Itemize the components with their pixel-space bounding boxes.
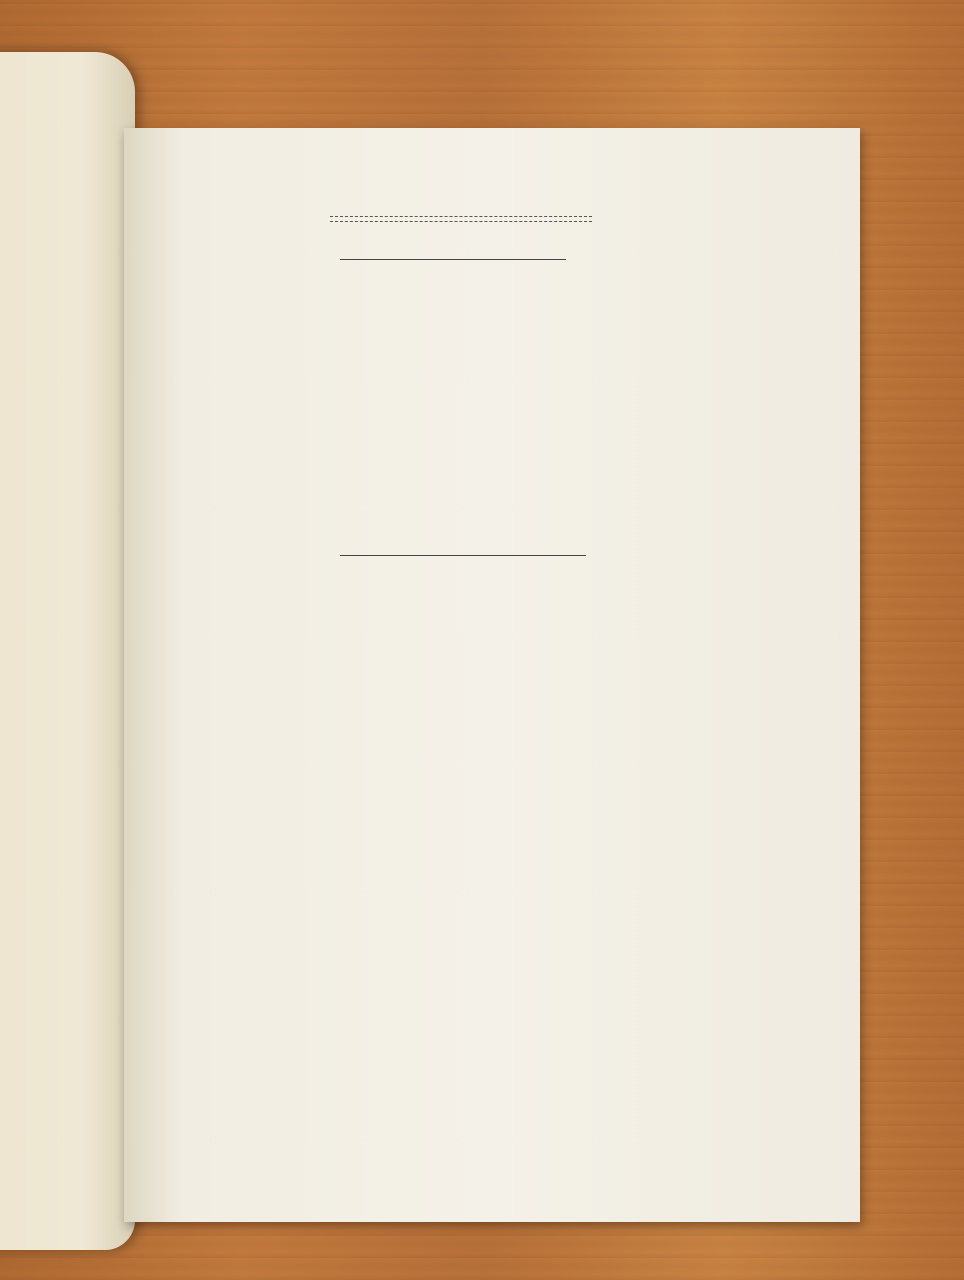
title-double-underline: [330, 216, 592, 222]
left-page-edge: [0, 52, 135, 1250]
chapter-1-underline: [340, 259, 566, 260]
chapter-2-underline: [340, 555, 586, 556]
index-page: [124, 128, 860, 1222]
